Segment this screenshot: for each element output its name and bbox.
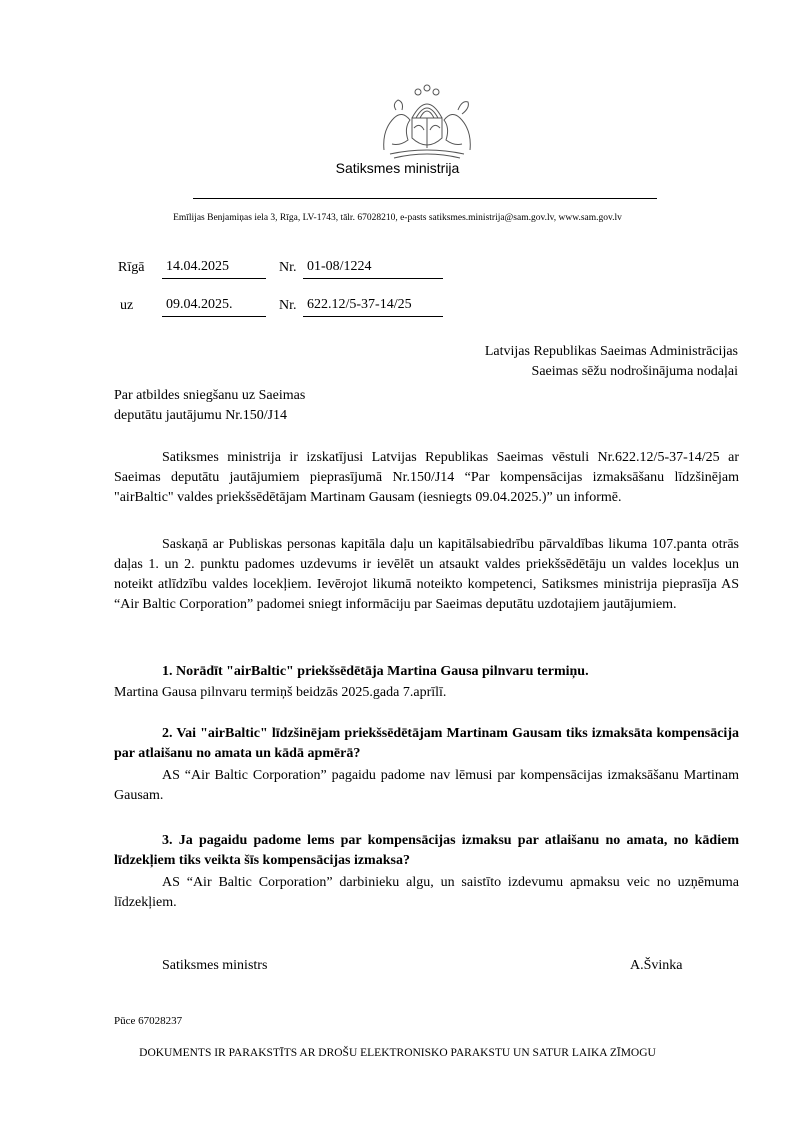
legal-text: Saskaņā ar Publiskas personas kapitāla daļu un kapitālsabiedrību pārvaldības likuma 107.panta otrās daļas 1. un 2. punktu padomes uzdevums ir ievēlēt un atsaukt valdes priekšsēdētāju un valdes locekļus un noteikt atlīdzību valdes locekļiem. Ievērojot likumā noteikto kompetenci, Satiksmes ministrija pieprasīja AS “Air Baltic Corporation” padomei sniegt informāciju par Saeimas deputātu uzdotajiem jautājumiem. xyxy=(114,537,739,612)
uz-label: uz xyxy=(120,298,134,313)
intro-paragraph xyxy=(114,448,739,508)
document-number: 01-08/1224 xyxy=(303,259,443,279)
place-label: Rīgā xyxy=(118,260,145,275)
signatory-name: A.Švinka xyxy=(630,958,683,973)
ministry-address: Emīlijas Benjamiņas iela 3, Rīga, LV-1743, tālr. 67028210, e-pasts satiksmes.ministrija@sam.gov.lv, www.sam.gov.lv xyxy=(173,213,622,223)
reference-number: 622.12/5-37-14/25 xyxy=(303,297,443,317)
question-1-text: 1. Norādīt "airBaltic" priekšsēdētāja Martina Gausa pilnvaru termiņu. xyxy=(162,664,589,679)
answer-3-text: AS “Air Baltic Corporation” darbinieku algu, un saistīto izdevumu apmaksu veic no uzņēmuma līdzekļiem. xyxy=(114,875,739,910)
header-divider xyxy=(193,198,657,199)
intro-text: Satiksmes ministrija ir izskatījusi Latvijas Republikas Saeimas vēstuli Nr.622.12/5-37-14/25 ar Saeimas deputātu jautājumiem pieprasījumā Nr.150/J14 “Par kompensācijas izmaksāšanu līdzšinējam "airBaltic" valdes priekšsēdētājam Martinam Gausam (iesniegts 09.04.2025.)” un informē. xyxy=(114,450,739,505)
recipient-block xyxy=(485,342,738,382)
subject-block xyxy=(114,386,305,426)
question-1 xyxy=(114,662,739,682)
signatory-title: Satiksmes ministrs xyxy=(162,958,268,973)
answer-2 xyxy=(114,766,739,806)
answer-1: Martina Gausa pilnvaru termiņš beidzās 2025.gada 7.aprīlī. xyxy=(114,685,447,700)
recipient-line: Saeimas sēžu nodrošinājuma nodaļai xyxy=(531,364,738,379)
ministry-name: Satiksmes ministrija xyxy=(335,160,460,176)
question-3 xyxy=(114,831,739,871)
question-3-text: 3. Ja pagaidu padome lems par kompensācijas izmaksu par atlaišanu no amata, no kādiem līdzekļiem tiks veikta šīs kompensācijas izmaksa? xyxy=(114,833,739,868)
answer-2-text: AS “Air Baltic Corporation” pagaidu padome nav lēmusi par kompensācijas izmaksāšanu Martinam Gausam. xyxy=(114,768,739,803)
subject-line: deputātu jautājumu Nr.150/J14 xyxy=(114,408,288,423)
contact-person: Pūce 67028237 xyxy=(114,1015,183,1027)
ref-nr-label: Nr. xyxy=(279,298,297,313)
question-2 xyxy=(114,724,739,764)
reference-date: 09.04.2025. xyxy=(162,297,266,317)
coat-of-arms-icon xyxy=(372,80,482,160)
recipient-line: Latvijas Republikas Saeimas Administrācijas xyxy=(484,344,738,359)
answer-3 xyxy=(114,873,739,913)
subject-line: Par atbildes sniegšanu uz Saeimas xyxy=(114,388,306,403)
legal-paragraph xyxy=(114,535,739,615)
question-2-text: 2. Vai "airBaltic" līdzšinējam priekšsēdētājam Martinam Gausam tiks izmaksāta kompensācija par atlaišanu no amata un kādā apmērā? xyxy=(114,726,739,761)
e-signature-notice: DOKUMENTS IR PARAKSTĪTS AR DROŠU ELEKTRONISKO PARAKSTU UN SATUR LAIKA ZĪMOGU xyxy=(139,1047,656,1059)
nr-label: Nr. xyxy=(279,260,297,275)
document-date: 14.04.2025 xyxy=(162,259,266,279)
